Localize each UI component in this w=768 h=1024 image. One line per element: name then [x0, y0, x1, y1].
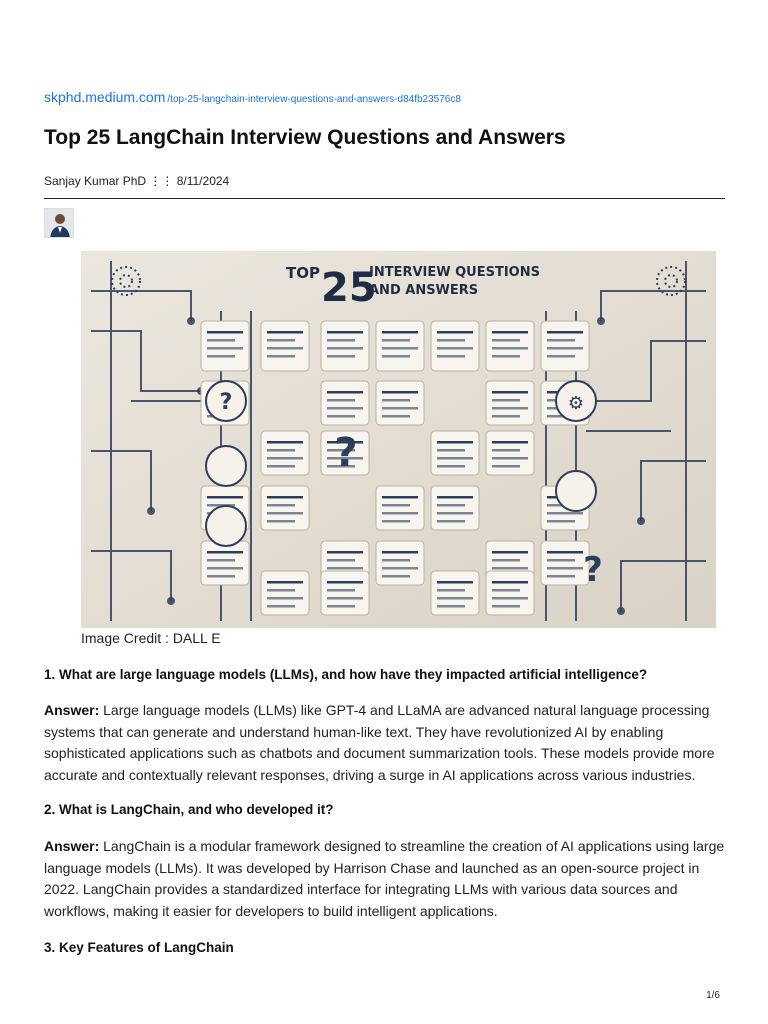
hero-card	[261, 486, 309, 530]
hero-card	[261, 431, 309, 475]
hero-card-line	[267, 496, 303, 499]
hero-card-line	[547, 575, 575, 578]
hero-card	[201, 541, 249, 585]
question-2: 2. What is LangChain, and who developed it?	[44, 802, 334, 817]
hero-card-line	[547, 520, 575, 523]
hero-card-line	[207, 559, 235, 562]
hero-card-line	[382, 512, 418, 515]
hero-card-line	[382, 331, 418, 334]
hero-card-line	[437, 441, 473, 444]
hero-card-line	[547, 347, 583, 350]
hero-card	[486, 571, 534, 615]
hero-heading-line1: INTERVIEW QUESTIONS	[369, 265, 540, 280]
hero-card-line	[382, 339, 410, 342]
question-1: 1. What are large language models (LLMs), and how have they impacted artificial intelligence?	[44, 667, 648, 682]
hero-card-line	[267, 520, 295, 523]
hero-card	[376, 321, 424, 371]
hero-card-line	[492, 347, 528, 350]
hero-card-line	[267, 512, 303, 515]
hero-card	[486, 321, 534, 371]
answer-2-text: LangChain is a modular framework designed to streamline the creation of AI applications using large language models (LLMs). It was developed by Harrison Chase and launched as an open-source project in 2022. LangChain provides a standardized interface for integrating LLMs with various data sources and workflows, making it easier for developers to build intelligent applications.	[44, 838, 725, 919]
hero-card	[321, 571, 369, 615]
hero-card-line	[267, 597, 303, 600]
hero-card-line	[382, 496, 418, 499]
svg-text:⚙: ⚙	[567, 393, 585, 414]
svg-text:?: ?	[334, 430, 358, 476]
hero-card-line	[547, 355, 575, 358]
hero-card-line	[207, 355, 235, 358]
hero-card-line	[437, 605, 465, 608]
hero-card-line	[437, 331, 473, 334]
hero-card-line	[267, 581, 303, 584]
hero-card-line	[327, 605, 355, 608]
hero-card-line	[492, 589, 520, 592]
hero-card-line	[207, 567, 243, 570]
hero-card-line	[382, 399, 410, 402]
hero-card-line	[327, 339, 355, 342]
hero-card-line	[547, 559, 575, 562]
hero-card-line	[437, 449, 465, 452]
source-path-link[interactable]: /top-25-langchain-interview-questions-and-answers-d84fb23576c8	[167, 94, 461, 105]
hero-card-line	[267, 504, 295, 507]
hero-card-line	[327, 559, 355, 562]
hero-card-line	[382, 347, 418, 350]
hero-heading-top: TOP	[286, 264, 320, 282]
answer-1	[44, 700, 728, 786]
hero-card-line	[327, 567, 363, 570]
svg-text:?: ?	[219, 390, 233, 415]
source-url[interactable]	[44, 89, 461, 107]
hero-card	[541, 541, 589, 585]
hero-card-line	[437, 504, 465, 507]
hero-card-line	[267, 449, 295, 452]
hero-card	[321, 321, 369, 371]
hero-card-line	[267, 589, 295, 592]
hero-card-line	[492, 339, 520, 342]
hero-card	[541, 321, 589, 371]
hero-card-line	[382, 551, 418, 554]
hero-card-line	[382, 407, 418, 410]
hero-card-line	[267, 457, 303, 460]
hero-card-line	[437, 520, 465, 523]
hero-card-line	[267, 465, 295, 468]
hero-card-line	[492, 355, 520, 358]
hero-card-line	[382, 355, 410, 358]
hero-card-line	[492, 441, 528, 444]
hero-card-line	[382, 415, 410, 418]
hero-card-line	[437, 465, 465, 468]
hero-card-line	[207, 575, 235, 578]
hero-card-line	[207, 339, 235, 342]
hero-card-line	[437, 589, 465, 592]
hero-card-line	[437, 597, 473, 600]
hero-card-line	[492, 407, 528, 410]
hero-card-line	[492, 399, 520, 402]
hero-card-line	[327, 331, 363, 334]
hero-card-line	[382, 575, 410, 578]
hero-card-line	[547, 512, 583, 515]
hero-card-line	[492, 457, 528, 460]
hero-card-line	[492, 567, 528, 570]
hero-card-line	[492, 559, 520, 562]
hero-card-line	[327, 581, 363, 584]
hero-card-line	[267, 605, 295, 608]
hero-card-line	[437, 347, 473, 350]
hero-card-line	[267, 355, 295, 358]
hero-card-line	[492, 331, 528, 334]
hero-card-line	[207, 496, 243, 499]
author-avatar	[44, 208, 74, 238]
hero-card	[486, 381, 534, 425]
hero-card-line	[547, 339, 575, 342]
hero-heading-number: 25	[321, 265, 377, 311]
hero-card-line	[547, 551, 583, 554]
hero-card	[321, 381, 369, 425]
hero-card	[431, 321, 479, 371]
hero-card-line	[492, 605, 520, 608]
article-byline: Sanjay Kumar PhD ⋮⋮ 8/11/2024	[44, 174, 230, 188]
image-credit: Image Credit : DALL E	[81, 630, 221, 646]
hero-card-line	[327, 355, 355, 358]
hero-card-line	[327, 589, 355, 592]
hero-card-line	[327, 551, 363, 554]
hero-card-line	[382, 504, 410, 507]
hero-card-line	[492, 581, 528, 584]
hero-illustration	[81, 251, 716, 628]
hero-card-line	[492, 551, 528, 554]
article-title: Top 25 LangChain Interview Questions and Answers	[44, 126, 566, 149]
hero-card-line	[437, 457, 473, 460]
hero-card-line	[437, 496, 473, 499]
hero-card	[431, 571, 479, 615]
hero-card-line	[437, 581, 473, 584]
hero-card-line	[437, 339, 465, 342]
hero-card-line	[207, 331, 243, 334]
hero-card-line	[437, 355, 465, 358]
hero-card	[431, 431, 479, 475]
answer-2	[44, 836, 728, 922]
hero-heading-line2: AND ANSWERS	[369, 283, 479, 298]
hero-card-line	[267, 339, 295, 342]
hero-card-line	[382, 391, 418, 394]
hero-card	[261, 571, 309, 615]
hero-card-line	[267, 331, 303, 334]
hero-card-line	[267, 347, 303, 350]
hero-card	[376, 541, 424, 585]
hero-card	[201, 321, 249, 371]
hero-card-line	[492, 465, 520, 468]
hero-card-line	[547, 331, 583, 334]
hero-card-line	[267, 441, 303, 444]
answer-2-label: Answer:	[44, 838, 100, 854]
hero-card	[431, 486, 479, 530]
hero-card-line	[327, 391, 363, 394]
hero-card-line	[492, 597, 528, 600]
hero-card-line	[327, 415, 355, 418]
svg-text:?: ?	[583, 550, 603, 590]
hero-card-line	[382, 520, 410, 523]
header-divider	[44, 198, 725, 199]
hero-card	[261, 321, 309, 371]
hero-card-line	[327, 597, 363, 600]
hero-card-line	[492, 449, 520, 452]
hero-card-line	[207, 347, 243, 350]
source-domain-link[interactable]: skphd.medium.com	[44, 89, 166, 105]
question-3: 3. Key Features of LangChain	[44, 940, 234, 955]
hero-card-line	[547, 567, 583, 570]
hero-card-line	[492, 391, 528, 394]
hero-card	[376, 381, 424, 425]
hero-card-line	[327, 399, 355, 402]
hero-card-line	[492, 415, 520, 418]
answer-1-label: Answer:	[44, 702, 100, 718]
hero-card-line	[437, 512, 473, 515]
page-number: 1/6	[706, 990, 720, 1001]
hero-card-line	[327, 407, 363, 410]
hero-card-line	[207, 551, 243, 554]
answer-1-text: Large language models (LLMs) like GPT-4 and LLaMA are advanced natural language processing systems that can generate and understand human-like text. They have revolutionized AI by enabling sophisticated applications such as chatbots and document summarization tools. These models provide more accurate and contextually relevant responses, driving a surge in AI applications across various industries.	[44, 702, 715, 783]
hero-card-line	[382, 559, 410, 562]
hero-card-line	[382, 567, 418, 570]
hero-card-line	[327, 347, 363, 350]
hero-card	[486, 431, 534, 475]
hero-card	[376, 486, 424, 530]
